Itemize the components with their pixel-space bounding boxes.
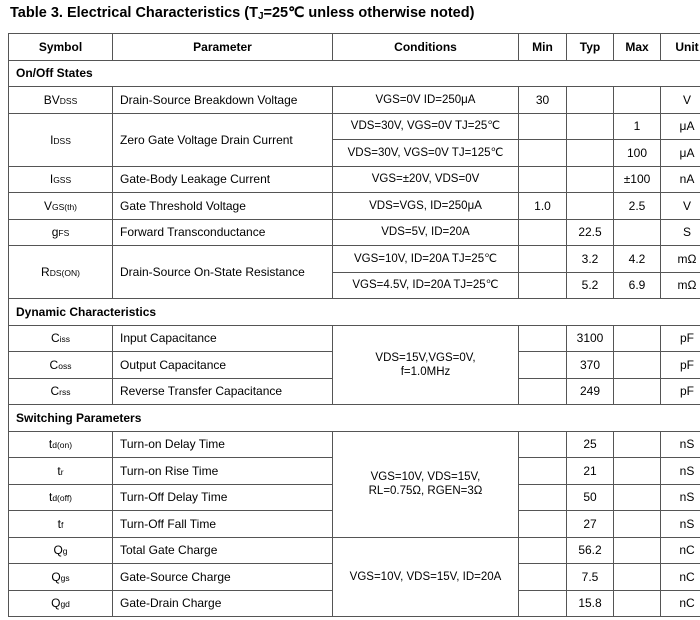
parameter-cell: Total Gate Charge xyxy=(113,537,333,564)
max-cell xyxy=(614,537,661,564)
symbol-cell: BVDSS xyxy=(9,87,113,114)
section-row xyxy=(9,60,700,87)
electrical-characteristics-table xyxy=(8,33,700,617)
table-row-vgsth xyxy=(9,193,700,220)
unit-cell: nA xyxy=(661,166,700,193)
section-row xyxy=(9,405,700,432)
header-symbol: Symbol xyxy=(9,34,113,61)
table-row-idss-1 xyxy=(9,113,700,140)
max-cell xyxy=(614,564,661,591)
max-cell: 1 xyxy=(614,113,661,140)
min-cell xyxy=(519,246,567,273)
header-conditions: Conditions xyxy=(333,34,519,61)
header-unit: Unit xyxy=(661,34,700,61)
min-cell xyxy=(519,511,567,538)
typ-cell: 22.5 xyxy=(567,219,614,246)
typ-cell: 3100 xyxy=(567,325,614,352)
conditions-cell: VDS=30V, VGS=0V TJ=125℃ xyxy=(333,140,519,167)
typ-cell: 27 xyxy=(567,511,614,538)
min-cell xyxy=(519,484,567,511)
unit-cell: nS xyxy=(661,458,700,485)
conditions-cell: VGS=4.5V, ID=20A TJ=25℃ xyxy=(333,272,519,299)
header-parameter: Parameter xyxy=(113,34,333,61)
table-row-ciss xyxy=(9,325,700,352)
min-cell xyxy=(519,219,567,246)
min-cell xyxy=(519,166,567,193)
conditions-cell: VDS=5V, ID=20A xyxy=(333,219,519,246)
min-cell xyxy=(519,378,567,405)
table-title: Table 3. Electrical Characteristics ($T_J=25℃$ unless otherwise noted) xyxy=(10,5,475,22)
header-max: Max xyxy=(614,34,661,61)
typ-cell: 15.8 xyxy=(567,590,614,617)
parameter-cell: Gate-Source Charge xyxy=(113,564,333,591)
parameter-cell: Output Capacitance xyxy=(113,352,333,379)
table-row-igss xyxy=(9,166,700,193)
unit-cell: μA xyxy=(661,113,700,140)
unit-cell: mΩ xyxy=(661,246,700,273)
min-cell xyxy=(519,272,567,299)
parameter-cell: Turn-Off Delay Time xyxy=(113,484,333,511)
symbol-cell: IGSS xyxy=(9,166,113,193)
unit-cell: S xyxy=(661,219,700,246)
typ-cell: 56.2 xyxy=(567,537,614,564)
section-on-off-states: On/Off States xyxy=(9,60,700,87)
max-cell xyxy=(614,590,661,617)
unit-cell: μA xyxy=(661,140,700,167)
symbol-cell: VGS(th) xyxy=(9,193,113,220)
max-cell: 6.9 xyxy=(614,272,661,299)
section-row xyxy=(9,299,700,326)
min-cell xyxy=(519,325,567,352)
header-typ: Typ xyxy=(567,34,614,61)
parameter-cell: Gate-Body Leakage Current xyxy=(113,166,333,193)
unit-cell: nC xyxy=(661,590,700,617)
symbol-cell: RDS(ON) xyxy=(9,246,113,299)
conditions-cell xyxy=(333,325,519,405)
min-cell xyxy=(519,140,567,167)
min-cell xyxy=(519,431,567,458)
min-cell xyxy=(519,564,567,591)
unit-cell: pF xyxy=(661,325,700,352)
min-cell: 1.0 xyxy=(519,193,567,220)
table-row-rdson-1 xyxy=(9,246,700,273)
unit-cell: nC xyxy=(661,537,700,564)
min-cell: 30 xyxy=(519,87,567,114)
symbol-cell: IDSS xyxy=(9,113,113,166)
max-cell: 100 xyxy=(614,140,661,167)
conditions-cell: VDS=VGS, ID=250μA xyxy=(333,193,519,220)
unit-cell: nC xyxy=(661,564,700,591)
unit-cell: V xyxy=(661,193,700,220)
max-cell: 4.2 xyxy=(614,246,661,273)
table-row-tdon xyxy=(9,431,700,458)
typ-cell xyxy=(567,87,614,114)
parameter-cell: Gate-Drain Charge xyxy=(113,590,333,617)
typ-cell: 5.2 xyxy=(567,272,614,299)
typ-cell: 3.2 xyxy=(567,246,614,273)
table-row-gfs xyxy=(9,219,700,246)
table-row-bvdss xyxy=(9,87,700,114)
max-cell xyxy=(614,378,661,405)
symbol-cell: tf xyxy=(9,511,113,538)
conditions-cell: VGS=10V, ID=20A TJ=25℃ xyxy=(333,246,519,273)
min-cell xyxy=(519,352,567,379)
typ-cell xyxy=(567,166,614,193)
table-row-qg xyxy=(9,537,700,564)
conditions-cell: VDS=30V, VGS=0V TJ=25℃ xyxy=(333,113,519,140)
typ-cell: 370 xyxy=(567,352,614,379)
section-dynamic-characteristics: Dynamic Characteristics xyxy=(9,299,700,326)
max-cell xyxy=(614,325,661,352)
switching-condition-line-1: VGS=10V, VDS=15V, xyxy=(370,471,481,483)
max-cell: 2.5 xyxy=(614,193,661,220)
symbol-cell: td(off) xyxy=(9,484,113,511)
capacitance-condition-line-1: VDS=15V,VGS=0V, xyxy=(375,351,476,364)
parameter-cell: Forward Transconductance xyxy=(113,219,333,246)
unit-cell: pF xyxy=(661,352,700,379)
unit-cell: pF xyxy=(661,378,700,405)
parameter-cell: Zero Gate Voltage Drain Current xyxy=(113,113,333,166)
typ-cell xyxy=(567,193,614,220)
symbol-cell: Ciss xyxy=(9,325,113,352)
typ-cell xyxy=(567,113,614,140)
symbol-cell: Crss xyxy=(9,378,113,405)
symbol-cell: Qgd xyxy=(9,590,113,617)
conditions-cell: VGS=±20V, VDS=0V xyxy=(333,166,519,193)
unit-cell: nS xyxy=(661,511,700,538)
unit-cell: nS xyxy=(661,484,700,511)
max-cell xyxy=(614,458,661,485)
symbol-cell: Qg xyxy=(9,537,113,564)
parameter-cell: Drain-Source On-State Resistance xyxy=(113,246,333,299)
conditions-cell: VGS=10V, VDS=15V, ID=20A xyxy=(333,537,519,617)
typ-cell: 7.5 xyxy=(567,564,614,591)
unit-cell: mΩ xyxy=(661,272,700,299)
typ-cell: 25 xyxy=(567,431,614,458)
parameter-cell: Gate Threshold Voltage xyxy=(113,193,333,220)
max-cell xyxy=(614,511,661,538)
min-cell xyxy=(519,458,567,485)
min-cell xyxy=(519,113,567,140)
parameter-cell: Reverse Transfer Capacitance xyxy=(113,378,333,405)
typ-cell: 21 xyxy=(567,458,614,485)
max-cell xyxy=(614,87,661,114)
typ-cell xyxy=(567,140,614,167)
max-cell xyxy=(614,219,661,246)
unit-cell: nS xyxy=(661,431,700,458)
header-row xyxy=(9,34,700,61)
capacitance-condition-line-2: f=1.0MHz xyxy=(400,365,451,378)
parameter-cell: Turn-on Delay Time xyxy=(113,431,333,458)
conditions-cell xyxy=(333,431,519,537)
symbol-cell: Qgs xyxy=(9,564,113,591)
header-min: Min xyxy=(519,34,567,61)
symbol-cell: tr xyxy=(9,458,113,485)
unit-cell: V xyxy=(661,87,700,114)
max-cell xyxy=(614,352,661,379)
switching-condition-line-2: RL=0.75Ω, RGEN=3Ω xyxy=(368,485,483,497)
typ-cell: 50 xyxy=(567,484,614,511)
parameter-cell: Turn-Off Fall Time xyxy=(113,511,333,538)
max-cell xyxy=(614,431,661,458)
parameter-cell: Turn-on Rise Time xyxy=(113,458,333,485)
parameter-cell: Input Capacitance xyxy=(113,325,333,352)
section-switching-parameters: Switching Parameters xyxy=(9,405,700,432)
conditions-cell: VGS=0V ID=250μA xyxy=(333,87,519,114)
max-cell: ±100 xyxy=(614,166,661,193)
min-cell xyxy=(519,590,567,617)
parameter-cell: Drain-Source Breakdown Voltage xyxy=(113,87,333,114)
typ-cell: 249 xyxy=(567,378,614,405)
symbol-cell: gFS xyxy=(9,219,113,246)
min-cell xyxy=(519,537,567,564)
symbol-cell: td(on) xyxy=(9,431,113,458)
symbol-cell: Coss xyxy=(9,352,113,379)
max-cell xyxy=(614,484,661,511)
